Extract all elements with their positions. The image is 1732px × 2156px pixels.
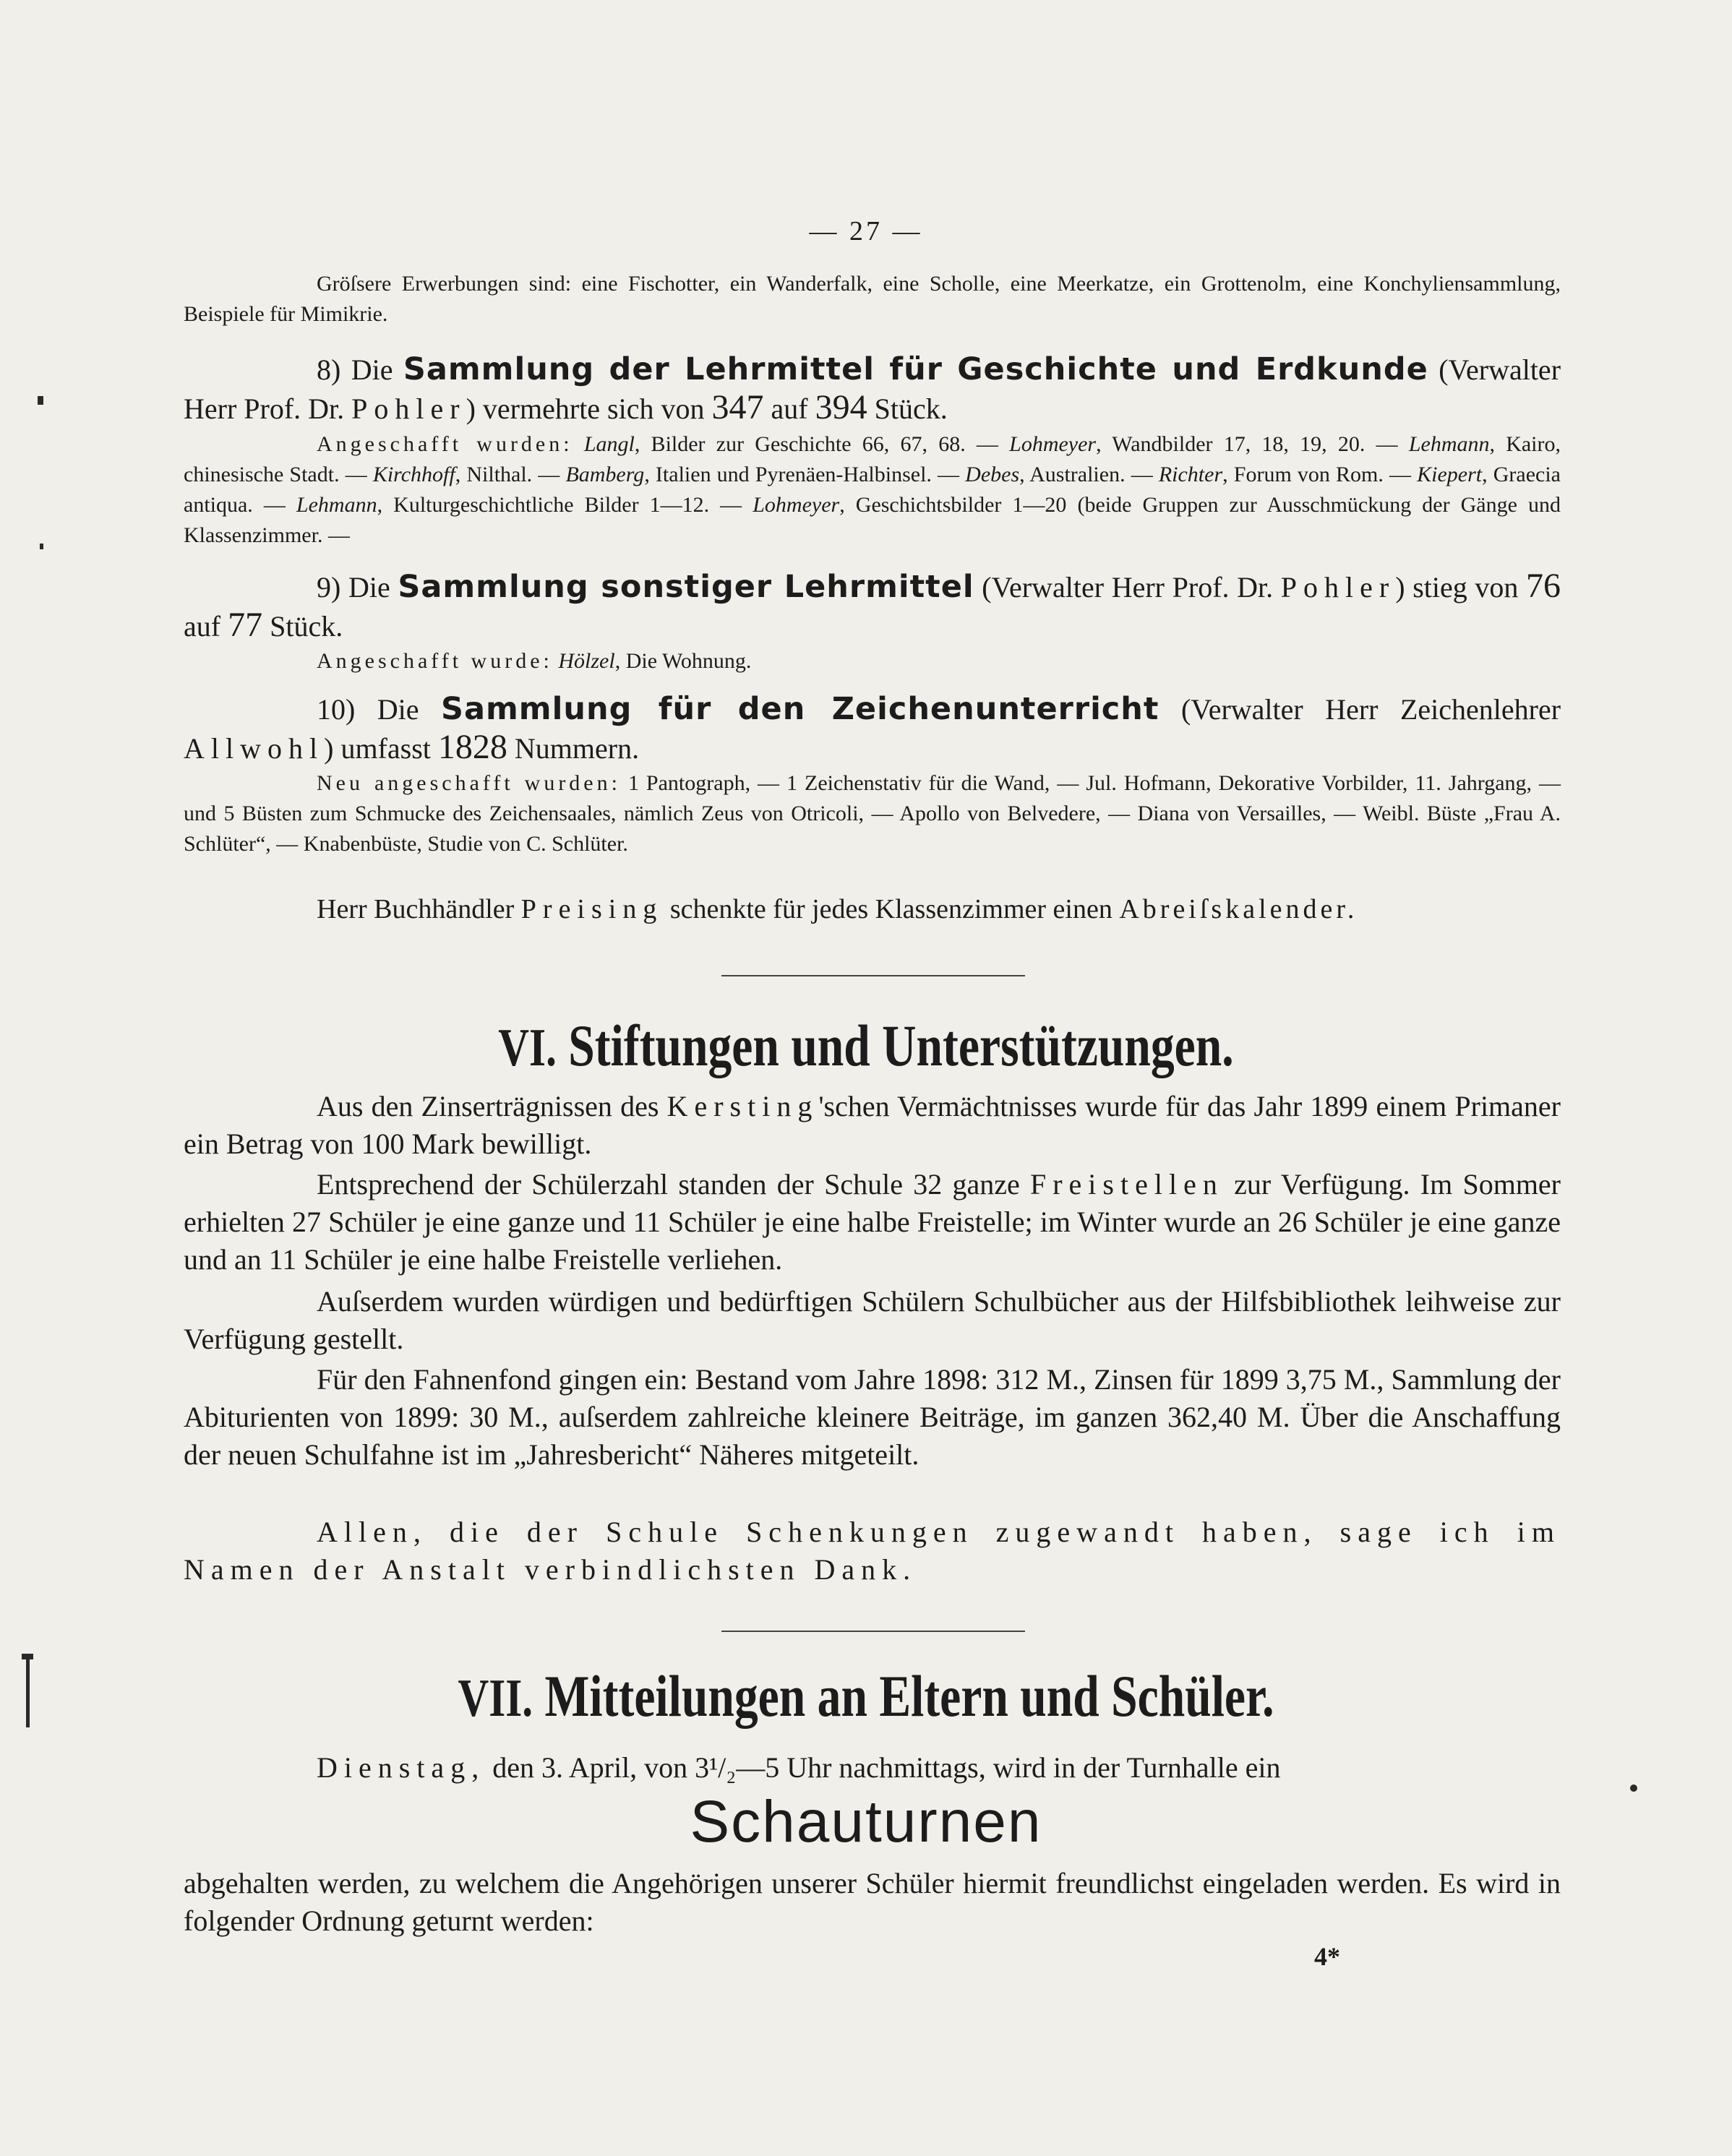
item-8-acq-text: , Geschichtsbilder 1—20 (beide Gruppen zur Ausschmückung der Gänge und Klassenzimmer. — bbox=[184, 493, 1561, 547]
vii-day: Dienstag, bbox=[317, 1751, 486, 1784]
item-8-acq-author: Bamberg bbox=[565, 463, 645, 486]
event-title: Schauturnen bbox=[690, 1789, 1042, 1855]
section-vii-title: Mitteilungen an Eltern und Schüler. bbox=[544, 1663, 1274, 1729]
vi-p1-name: Kersting bbox=[666, 1090, 819, 1122]
item-10-mid: (Verwalter Herr Zeichenlehrer bbox=[1180, 693, 1561, 726]
item-8-word: auf bbox=[771, 392, 808, 425]
section-vi-number: VI. bbox=[498, 1018, 557, 1078]
item-9-acquisitions bbox=[184, 646, 1561, 677]
item-8-acq-text: , Forum von Rom. — bbox=[1222, 463, 1418, 486]
section-vi-para-4: Für den Fahnenfond gingen ein: Bestand vom Jahre 1898: 312 M., Zinsen für 1899 3,75 M., Sammlung der Abiturienten von 1899: 30 M., auſserdem zahlreiche kleinere Beiträge, im ganzen 362,40 M. Über die Anschaffung der neuen Schulfahne ist im „Jahresbericht“ Näheres mitgeteilt. bbox=[184, 1363, 1561, 1471]
item-9-acq-author: Hölzel bbox=[558, 649, 615, 673]
item-9-post: ) stieg von bbox=[1395, 571, 1519, 604]
section-vi-para-3: Auſserdem wurden würdigen und bedürftigen Schülern Schulbücher aus der Hilfsbibliothek leihweise zur Verfügung gestellt. bbox=[184, 1285, 1561, 1355]
vi-p1-pre: Aus den Zinserträgnissen des bbox=[317, 1090, 659, 1122]
item-8-title: Sammlung der Lehrmittel für Geschichte und Erdkunde bbox=[403, 351, 1428, 387]
item-9-from: 76 bbox=[1526, 567, 1561, 605]
gift-post: schenkte für jedes Klassenzimmer einen bbox=[669, 894, 1112, 924]
section-vi-para-2 bbox=[184, 1166, 1561, 1279]
scan-mark bbox=[38, 396, 43, 405]
item-8-acq-author: Langl bbox=[583, 432, 635, 456]
item-8-name: Pohler bbox=[351, 392, 466, 425]
item-9-heading bbox=[184, 567, 1561, 645]
section-vii-para-1 bbox=[184, 1749, 1561, 1787]
gift-paragraph bbox=[184, 890, 1561, 928]
item-10-title: Sammlung für den Zeichenunterricht bbox=[441, 691, 1159, 727]
item-8-acq-text: , Kairo, chinesische Stadt. — bbox=[184, 432, 1561, 486]
item-10-count: 1828 bbox=[437, 728, 507, 766]
item-9-end: Stück. bbox=[270, 610, 343, 643]
section-divider bbox=[721, 975, 1025, 976]
item-10-acquisitions bbox=[184, 768, 1561, 859]
vii-rest: von 3¹/₂—5 Uhr nachmittags, wird in der Turnhalle ein bbox=[644, 1751, 1281, 1784]
section-vii-para-2: abgehalten werden, zu welchem die Angehörigen unserer Schüler hiermit freundlichst eingeladen werden. Es wird in folgender Ordnung geturnt werden: bbox=[184, 1867, 1561, 1937]
gift-donor: Preising bbox=[520, 894, 664, 924]
item-9-to: 77 bbox=[228, 606, 263, 644]
section-vi-para-1 bbox=[184, 1088, 1561, 1163]
scan-mark bbox=[22, 1654, 33, 1659]
item-8-acq-author: Kiepert bbox=[1417, 463, 1483, 486]
item-10-heading bbox=[184, 690, 1561, 768]
item-8-acq-author: Lohmeyer bbox=[753, 493, 840, 517]
vi-p1-post: 'schen Vermächtnisses wurde für das Jahr 1899 einem Primaner ein Betrag von 100 Mark bewilligt. bbox=[184, 1090, 1561, 1160]
item-10-end: Nummern. bbox=[514, 732, 640, 765]
item-9-acq-text: , Die Wohnung. bbox=[614, 649, 752, 673]
item-8-heading bbox=[184, 351, 1561, 428]
scan-mark bbox=[1630, 1785, 1637, 1792]
item-8-acq-text: , Bilder zur Geschichte 66, 67, 68. — bbox=[634, 432, 1010, 456]
item-10-post: ) umfasst bbox=[324, 732, 431, 765]
item-8-acq-author: Debes bbox=[965, 463, 1020, 486]
scan-mark bbox=[40, 544, 43, 549]
item-8-from: 347 bbox=[711, 388, 764, 426]
gift-pre: Herr Buchhändler bbox=[317, 894, 515, 924]
vi-p2-pre: Entsprechend der Schülerzahl standen der Schule 32 ganze bbox=[317, 1168, 1020, 1201]
item-8-acquisitions bbox=[184, 429, 1561, 551]
section-vi-title: Stiftungen und Unterstützungen. bbox=[568, 1013, 1234, 1078]
item-8-acq-text: , Kulturgeschichtliche Bilder 1—12. — bbox=[377, 493, 753, 517]
item-8-post: ) vermehrte sich von bbox=[466, 392, 705, 425]
page-number: — 27 — bbox=[809, 216, 923, 246]
section-vi-heading bbox=[173, 1012, 1559, 1080]
section-vi-para-5: Allen, die der Schule Schenkungen zugewandt haben, sage ich im Namen der Anstalt verbindlichsten Dank. bbox=[184, 1516, 1561, 1586]
item-9-acq-label: Angeschafft wurde: bbox=[317, 649, 553, 673]
item-9-name: Pohler bbox=[1280, 571, 1396, 604]
item-10-acq-label: Neu angeschafft wurden: bbox=[317, 771, 621, 795]
item-8-acq-text: , Nilthal. — bbox=[455, 463, 566, 486]
item-8-acq-author: Richter bbox=[1158, 463, 1223, 486]
vi-p2-term: Freistellen bbox=[1029, 1168, 1224, 1201]
item-9-word: auf bbox=[184, 610, 221, 643]
item-9-mid: (Verwalter Herr Prof. Dr. bbox=[982, 571, 1274, 604]
item-8-acq-text: , Wandbilder 17, 18, 19, 20. — bbox=[1096, 432, 1409, 456]
item-8-pre: 8) Die bbox=[317, 353, 393, 386]
section-divider bbox=[721, 1631, 1025, 1632]
vii-date: den 3. April, bbox=[492, 1751, 638, 1784]
scan-mark bbox=[26, 1655, 30, 1727]
item-8-acq-author: Lehmann bbox=[1408, 432, 1490, 456]
section-vii-heading bbox=[173, 1662, 1559, 1730]
acquisitions-intro: Gröſsere Erwerbungen sind: eine Fischotter, ein Wanderfalk, eine Scholle, eine Meerkatze, ein Grottenolm, eine Konchyliensammlung, Beispiele für Mimikrie. bbox=[184, 272, 1561, 326]
item-8-acq-text: , Graecia antiqua. — bbox=[184, 463, 1561, 517]
item-10-acq-text: 1 Pantograph, — 1 Zeichenstativ für die Wand, — Jul. Hofmann, Dekorative Vorbilder, 11. Jahrgang, — und 5 Büsten zum Schmucke des Zeichensaales, nämlich Zeus von Otricoli, — Apollo von Belvedere, — Diana von Versailles, — Weibl. Büste „Frau A. Schlüter“, — Knabenbüste, Studie von C. Schlüter. bbox=[184, 771, 1561, 856]
gift-item: Abreiſskalender. bbox=[1119, 894, 1358, 924]
item-8-mid: (Verwalter Herr Prof. Dr. bbox=[184, 353, 1561, 425]
item-8-acq-author: Lohmeyer bbox=[1009, 432, 1097, 456]
item-10-pre: 10) Die bbox=[317, 693, 419, 726]
item-8-to: 394 bbox=[815, 388, 867, 426]
item-9-pre: 9) Die bbox=[317, 571, 390, 604]
item-8-acq-text: , Italien und Pyrenäen-Halbinsel. — bbox=[644, 463, 966, 486]
item-9-title: Sammlung sonstiger Lehrmittel bbox=[398, 569, 974, 605]
item-8-end: Stück. bbox=[874, 392, 948, 425]
item-8-acq-author: Lehmann bbox=[296, 493, 377, 517]
item-8-acq-label: Angeschafft wurden: bbox=[317, 432, 573, 456]
item-8-acq-text: , Australien. — bbox=[1019, 463, 1159, 486]
item-8-acq-author: Kirchhoff bbox=[372, 463, 455, 486]
item-10-name: Allwohl bbox=[184, 732, 325, 765]
section-vii-number: VII. bbox=[458, 1669, 533, 1728]
vi-p2-post: zur Verfügung. Im Sommer erhielten 27 Schüler je eine ganze und 11 Schüler je eine halbe Freistelle; im Winter wurde an 26 Schüler je eine ganze und an 11 Schüler je eine halbe Freistelle verliehen. bbox=[184, 1168, 1561, 1276]
printer-signature: 4* bbox=[1314, 1942, 1340, 1971]
